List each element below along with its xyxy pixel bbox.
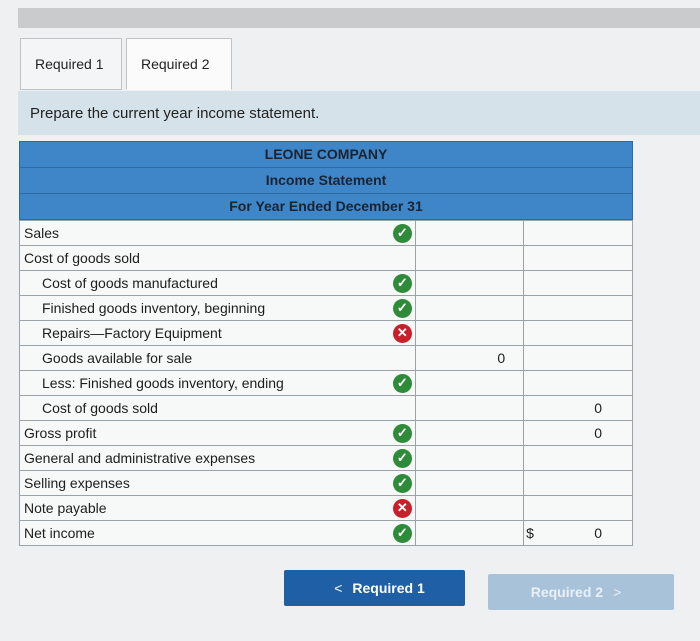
table-row [20, 421, 633, 446]
table-row [20, 521, 633, 546]
table-row [20, 296, 633, 321]
amount-input-1[interactable] [416, 321, 524, 346]
amount-input-1[interactable] [416, 471, 524, 496]
status-cell [390, 271, 416, 296]
amount-input-1[interactable] [416, 396, 524, 421]
amount-input-2[interactable] [524, 246, 633, 271]
check-icon: ✓ [393, 449, 412, 468]
status-cell [390, 421, 416, 446]
status-cell [390, 296, 416, 321]
amount-input-1[interactable] [416, 496, 524, 521]
account-label-cell[interactable]: Less: Finished goods inventory, ending [20, 371, 390, 396]
statement-title: Income Statement [19, 167, 633, 193]
table-row [20, 496, 633, 521]
status-cell [390, 371, 416, 396]
amount-input-2[interactable] [524, 321, 633, 346]
statement-period: For Year Ended December 31 [19, 193, 633, 220]
amount-input-1[interactable] [416, 521, 524, 546]
amount-input-1[interactable]: 0 [416, 346, 524, 371]
check-icon: ✓ [393, 524, 412, 543]
amount-input-2[interactable] [524, 271, 633, 296]
status-cell [390, 521, 416, 546]
account-label-cell[interactable]: Gross profit [20, 421, 390, 446]
table-row [20, 271, 633, 296]
account-label-cell[interactable]: Selling expenses [20, 471, 390, 496]
table-row [20, 346, 633, 371]
tab-bar [20, 38, 236, 90]
account-label-cell[interactable]: General and administrative expenses [20, 446, 390, 471]
amount-input-2[interactable] [524, 296, 633, 321]
table-row [20, 446, 633, 471]
table-row [20, 471, 633, 496]
amount-input-1[interactable] [416, 221, 524, 246]
amount-input-2[interactable]: 0 [524, 396, 633, 421]
account-label-cell[interactable]: Net income [20, 521, 390, 546]
status-cell [390, 496, 416, 521]
statement-table [19, 220, 633, 546]
amount-input-2[interactable] [524, 446, 633, 471]
next-button-label: Required 2 [530, 584, 604, 600]
chevron-left-icon: < [334, 580, 343, 596]
tab-required-2[interactable]: Required 2 [126, 38, 232, 90]
amount-input-2[interactable] [524, 221, 633, 246]
check-icon: ✓ [393, 274, 412, 293]
check-icon: ✓ [393, 224, 412, 243]
amount-input-1[interactable] [416, 446, 524, 471]
amount-input-1[interactable] [416, 371, 524, 396]
account-label-cell[interactable]: Cost of goods manufactured [20, 271, 390, 296]
amount-value: 0 [594, 525, 602, 541]
account-label-cell[interactable]: Cost of goods sold [20, 246, 390, 271]
check-icon: ✓ [393, 299, 412, 318]
status-cell [390, 471, 416, 496]
account-label-cell[interactable]: Cost of goods sold [20, 396, 390, 421]
check-icon: ✓ [393, 424, 412, 443]
amount-input-2[interactable] [524, 471, 633, 496]
x-icon: ✕ [393, 499, 412, 518]
status-cell [390, 246, 416, 271]
amount-input-2[interactable] [524, 346, 633, 371]
account-label-cell[interactable]: Sales [20, 221, 390, 246]
amount-input-1[interactable] [416, 296, 524, 321]
next-button[interactable] [488, 574, 674, 610]
table-row [20, 321, 633, 346]
account-label-cell[interactable]: Finished goods inventory, beginning [20, 296, 390, 321]
top-bar [18, 8, 700, 28]
amount-input-2[interactable] [524, 521, 633, 546]
status-cell [390, 221, 416, 246]
previous-button[interactable] [284, 570, 465, 606]
previous-button-label: Required 1 [352, 580, 425, 596]
status-cell [390, 346, 416, 371]
dollar-sign: $ [526, 525, 534, 541]
table-row [20, 371, 633, 396]
x-icon: ✕ [393, 324, 412, 343]
amount-input-1[interactable] [416, 271, 524, 296]
status-cell [390, 446, 416, 471]
amount-input-1[interactable] [416, 421, 524, 446]
status-cell [390, 321, 416, 346]
account-label-cell[interactable]: Goods available for sale [20, 346, 390, 371]
income-statement [19, 141, 633, 546]
tab-required-1[interactable]: Required 1 [20, 38, 122, 90]
check-icon: ✓ [393, 374, 412, 393]
company-name: LEONE COMPANY [19, 141, 633, 167]
table-row [20, 246, 633, 271]
chevron-right-icon: > [613, 584, 622, 600]
table-row [20, 396, 633, 421]
check-icon: ✓ [393, 474, 412, 493]
table-row [20, 221, 633, 246]
amount-input-2[interactable]: 0 [524, 421, 633, 446]
amount-input-2[interactable] [524, 496, 633, 521]
instruction-text: Prepare the current year income statement. [18, 91, 700, 135]
account-label-cell[interactable]: Repairs—Factory Equipment [20, 321, 390, 346]
amount-input-2[interactable] [524, 371, 633, 396]
amount-input-1[interactable] [416, 246, 524, 271]
account-label-cell[interactable]: Note payable [20, 496, 390, 521]
status-cell [390, 396, 416, 421]
